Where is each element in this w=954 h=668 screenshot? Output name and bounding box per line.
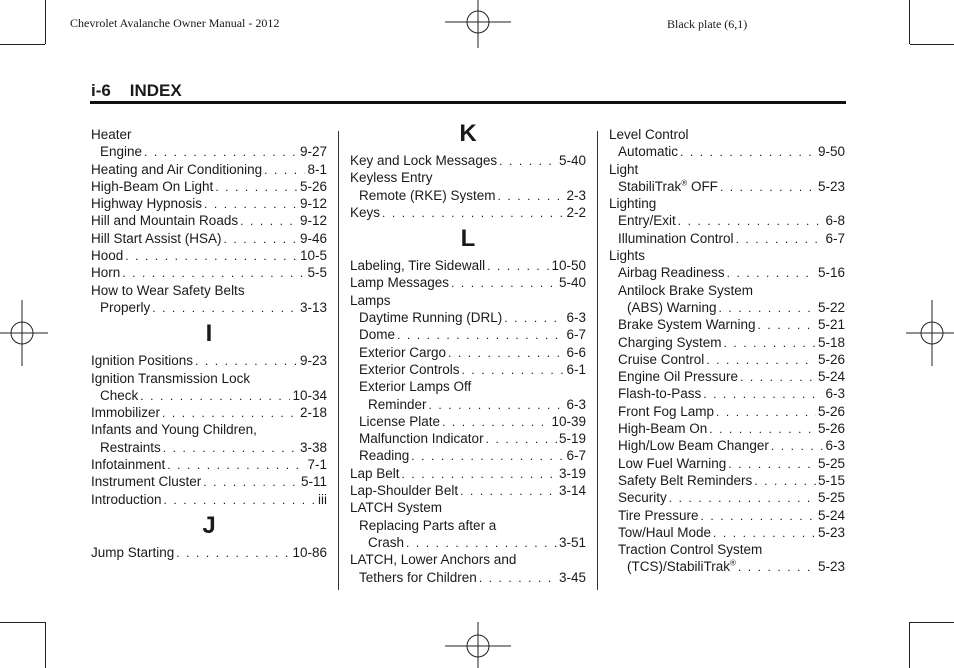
index-entry: Lap-Shoulder Belt . . . 3-14	[350, 482, 586, 499]
index-heading: Heater	[91, 127, 132, 142]
section-letter: I	[205, 320, 213, 348]
registration-mark-right	[904, 298, 954, 368]
index-entry: Hood . . . 10-5	[91, 247, 327, 264]
index-entry: Charging System . . . 5-18	[609, 334, 845, 351]
crop-mark	[910, 622, 954, 623]
crop-mark	[0, 44, 45, 45]
index-column-1	[91, 126, 327, 561]
index-heading: Level Control	[609, 127, 689, 142]
index-heading: Traction Control System	[618, 542, 763, 558]
index-heading: Ignition Transmission Lock	[91, 370, 251, 386]
index-entry: Brake System Warning . . . 5-21	[609, 316, 845, 333]
index-entry: Flash-to-Pass . . . 6-3	[609, 385, 845, 402]
index-entry: Tethers for Children . . . 3-45	[350, 569, 586, 586]
index-entry: Security . . . 5-25	[609, 489, 845, 506]
index-heading: Replacing Parts after a	[359, 517, 497, 533]
index-heading: Lights	[609, 248, 646, 264]
index-entry: Automatic . . . 9-50	[609, 143, 845, 160]
index-entry: Lamp Messages . . . 5-40	[350, 274, 586, 291]
index-entry: Crash . . . 3-51	[350, 534, 586, 551]
plate-label: Black plate (6,1)	[667, 17, 748, 31]
index-entry: Restraints . . . 3-38	[91, 439, 327, 456]
index-entry: Remote (RKE) System . . . 2-3	[350, 187, 586, 204]
registered-mark: ®	[730, 558, 736, 568]
index-column-3	[609, 126, 845, 576]
index-heading: Infants and Young Children,	[91, 422, 257, 438]
index-entry: Engine . . . 9-27	[91, 143, 327, 160]
index-entry: Heating and Air Conditioning . . . 8-1	[91, 161, 327, 178]
index-entry: Exterior Controls . . . 6-1	[350, 361, 586, 378]
index-heading: How to Wear Safety Belts	[91, 282, 245, 298]
page-heading	[91, 81, 182, 101]
index-entry: StabiliTrak® OFF . . . 5-23	[609, 178, 845, 195]
index-column-2	[350, 121, 586, 586]
index-entry: Check . . . 10-34	[91, 387, 327, 404]
index-entry: Hill Start Assist (HSA) . . . 9-46	[91, 230, 327, 247]
index-heading: Light	[609, 161, 639, 177]
section-letter: J	[202, 511, 216, 539]
index-entry: Horn . . . 5-5	[91, 264, 327, 281]
page-title: INDEX	[129, 81, 182, 100]
crop-mark	[909, 0, 910, 44]
index-heading: Keyless Entry	[350, 170, 433, 186]
index-entry: Tire Pressure . . . 5-24	[609, 507, 845, 524]
index-entry: Airbag Readiness . . . 5-16	[609, 264, 845, 281]
crop-mark	[45, 0, 46, 44]
index-entry: Jump Starting . . . 10-86	[91, 544, 327, 561]
index-entry: (ABS) Warning . . . 5-22	[609, 299, 845, 316]
index-entry: Immobilizer . . . 2-18	[91, 404, 327, 421]
index-entry: Keys . . . 2-2	[350, 204, 586, 221]
index-entry: Safety Belt Reminders . . . 5-15	[609, 472, 845, 489]
index-entry: Properly . . . 3-13	[91, 299, 327, 316]
index-entry: High-Beam On Light . . . 5-26	[91, 178, 327, 195]
index-entry: Cruise Control . . . 5-26	[609, 351, 845, 368]
registered-mark: ®	[681, 178, 688, 188]
registration-mark-top	[441, 0, 515, 50]
index-entry: Hill and Mountain Roads . . . 9-12	[91, 212, 327, 229]
section-letter: L	[460, 225, 476, 253]
index-entry: Malfunction Indicator . . . 5-19	[350, 430, 586, 447]
index-heading: Antilock Brake System	[618, 282, 754, 298]
crop-mark	[909, 622, 910, 668]
column-divider	[338, 131, 339, 590]
section-letter: K	[459, 120, 477, 147]
crop-mark	[45, 622, 46, 668]
index-heading: Exterior Lamps Off	[359, 379, 472, 395]
index-entry: Low Fuel Warning . . . 5-25	[609, 455, 845, 472]
crop-mark	[0, 622, 45, 623]
manual-title: Chevrolet Avalanche Owner Manual - 2012	[70, 16, 280, 30]
index-heading: LATCH, Lower Anchors and	[350, 552, 517, 568]
index-entry: Highway Hypnosis . . . 9-12	[91, 195, 327, 212]
index-entry: Tow/Haul Mode . . . 5-23	[609, 524, 845, 541]
index-heading: Lamps	[350, 292, 391, 308]
index-entry: Key and Lock Messages . . . 5-40	[350, 152, 586, 169]
index-entry: Dome . . . 6-7	[350, 326, 586, 343]
index-entry: Illumination Control . . . 6-7	[609, 230, 845, 247]
index-entry: (TCS)/StabiliTrak® . . . 5-23	[609, 558, 845, 575]
registration-mark-left	[0, 298, 50, 368]
index-entry: High/Low Beam Changer . . . 6-3	[609, 437, 845, 454]
crop-mark	[910, 44, 954, 45]
index-entry: License Plate . . . 10-39	[350, 413, 586, 430]
index-entry: Infotainment . . . 7-1	[91, 456, 327, 473]
index-entry: Lap Belt . . . 3-19	[350, 465, 586, 482]
index-entry: Exterior Cargo . . . 6-6	[350, 344, 586, 361]
index-entry: Entry/Exit . . . 6-8	[609, 212, 845, 229]
title-rule	[90, 101, 846, 104]
column-divider	[597, 131, 598, 590]
index-heading: Lighting	[609, 196, 657, 212]
index-entry: Instrument Cluster . . . 5-11	[91, 473, 327, 490]
index-entry: Labeling, Tire Sidewall . . . 10-50	[350, 257, 586, 274]
index-entry: Introduction . . . iii	[91, 491, 327, 508]
index-entry: Daytime Running (DRL) . . . 6-3	[350, 309, 586, 326]
index-entry: Front Fog Lamp . . . 5-26	[609, 403, 845, 420]
index-entry: Ignition Positions . . . 9-23	[91, 352, 327, 369]
index-entry: Reminder . . . 6-3	[350, 396, 586, 413]
registration-mark-bottom	[441, 620, 515, 668]
index-entry: Reading . . . 6-7	[350, 447, 586, 464]
page-number: i-6	[91, 81, 111, 100]
index-entry: High-Beam On . . . 5-26	[609, 420, 845, 437]
index-heading: LATCH System	[350, 500, 443, 516]
index-entry: Engine Oil Pressure . . . 5-24	[609, 368, 845, 385]
